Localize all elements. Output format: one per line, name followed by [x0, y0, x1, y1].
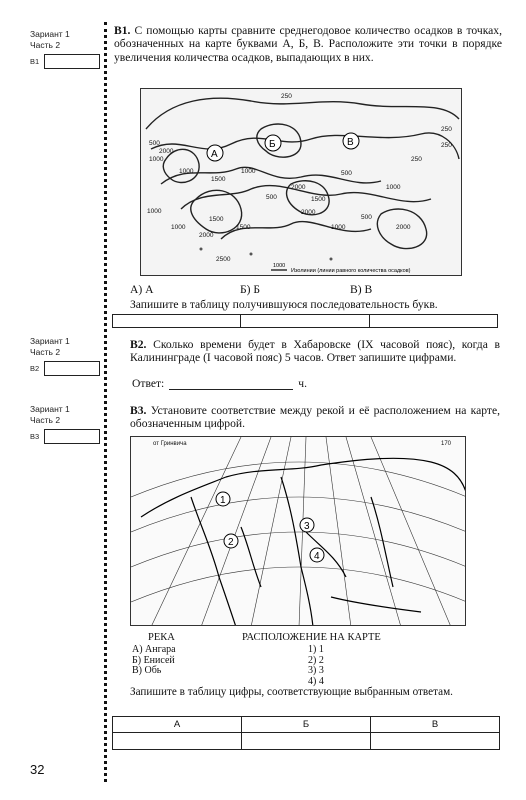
- map-top-number: 170: [441, 441, 452, 447]
- isoline-value: 1000: [147, 208, 162, 215]
- b3-instruction: Запишите в таблицу цифры, соответствующие выбранным ответам.: [130, 686, 453, 698]
- point-label-a: А: [211, 149, 218, 160]
- answer-cell[interactable]: [113, 315, 241, 327]
- point-label-b: Б: [269, 139, 276, 150]
- legend-value: 1000: [273, 263, 286, 269]
- table-header: В: [371, 717, 500, 733]
- b1-instruction: Запишите в таблицу получившуюся последовательность букв.: [130, 298, 438, 311]
- point-label-v: В: [347, 137, 354, 148]
- place-item: 2) 2: [308, 654, 324, 666]
- place-item: 3) 3: [308, 665, 324, 676]
- isoline-value: 250: [411, 156, 422, 163]
- isoline-value: 1500: [209, 216, 224, 223]
- map-top-label: от Гринвича: [153, 441, 187, 447]
- place-list: [308, 645, 324, 687]
- answer-cell[interactable]: [242, 733, 371, 750]
- task-b2-text: [130, 338, 500, 365]
- isoline-value: 1000: [241, 168, 256, 175]
- table-header: А: [113, 717, 242, 733]
- answer-box-b2[interactable]: [44, 361, 100, 376]
- b2-answer-line: [132, 377, 307, 390]
- side-block-b1: [30, 29, 100, 69]
- isoline-value: 1000: [149, 156, 164, 163]
- variant-label: Зариант 1: [30, 336, 70, 346]
- isoline-value: 250: [441, 142, 452, 149]
- isoline-value: 250: [281, 93, 292, 100]
- answer-code: В3: [30, 432, 40, 441]
- map-number-1: 1: [220, 495, 226, 506]
- isoline-value: 500: [266, 194, 277, 201]
- isoline-value: 1000: [179, 168, 194, 175]
- river-item: А) Ангара: [132, 644, 176, 655]
- answer-blank[interactable]: [169, 379, 293, 390]
- answer-code: В1: [30, 57, 40, 66]
- answer-label: Ответ:: [132, 377, 165, 390]
- variant-label: Зариант 1: [30, 29, 70, 39]
- isoline-value: 500: [361, 214, 372, 221]
- answer-cell[interactable]: [113, 733, 242, 750]
- isoline-value: 2000: [291, 184, 306, 191]
- perforation-line: [104, 22, 107, 782]
- place-item: 4) 4: [308, 675, 324, 687]
- task-body: Сколько времени будет в Хабаровске (IX часовой пояс), когда в Калининграде (I часовой пояс) 5 часов. Ответ запишите цифрами.: [130, 338, 500, 365]
- answer-cell[interactable]: [371, 733, 500, 750]
- answer-cell[interactable]: [241, 315, 369, 327]
- margin-column: [0, 0, 108, 800]
- isoline-value: 1000: [171, 224, 186, 231]
- isoline-value: 1500: [236, 224, 251, 231]
- river-list: [132, 645, 176, 677]
- isoline-value: 2500: [216, 256, 231, 263]
- rivers-map: [130, 436, 466, 626]
- isoline-value: 500: [341, 170, 352, 177]
- task-b3-text: [130, 404, 500, 431]
- isoline-value: 1000: [331, 224, 346, 231]
- choice-item: Б) Б: [240, 283, 261, 296]
- map-number-3: 3: [304, 521, 310, 532]
- isoline-value: 2000: [301, 209, 316, 216]
- choice-item: А) А: [130, 283, 154, 296]
- answer-unit: ч.: [298, 377, 308, 390]
- isoline-value: 500: [149, 140, 160, 147]
- isoline-value: 250: [441, 126, 452, 133]
- river-item: Б) Енисей: [132, 654, 175, 666]
- task-body: Установите соответствие между рекой и её расположением на карте, обозначенным цифрой.: [130, 404, 500, 431]
- part-label: Часть 2: [30, 347, 61, 357]
- answer-box-b3[interactable]: [44, 429, 100, 444]
- choice-item: В) В: [350, 283, 373, 296]
- isoline-value: 2000: [159, 148, 174, 155]
- task-body: С помощью карты сравните среднегодовое количество осадков в точках, обозначенных на карте буквами А, Б, В. Расположите эти точки в порядке увеличения количества осадков, выпадающих в них.: [114, 24, 502, 64]
- isoline-value: 2000: [199, 232, 214, 239]
- task-b1-text: [114, 24, 502, 64]
- column-head-river: РЕКА: [148, 632, 175, 643]
- isoline-value: 2000: [396, 224, 411, 231]
- part-label: Часть 2: [30, 415, 61, 425]
- map-number-4: 4: [314, 551, 320, 562]
- isoline-value: 1500: [211, 176, 226, 183]
- table-header: Б: [242, 717, 371, 733]
- part-label: Часть 2: [30, 40, 61, 50]
- variant-label: Зариант 1: [30, 404, 70, 414]
- isoline-value: 1500: [311, 196, 326, 203]
- answer-code: В2: [30, 364, 40, 373]
- place-item: 1) 1: [308, 644, 324, 655]
- task-code: В1.: [114, 24, 131, 37]
- side-block-b3: [30, 404, 100, 444]
- side-block-b2: [30, 336, 100, 376]
- b1-answer-table: [112, 314, 498, 328]
- b3-answer-table: [112, 716, 500, 750]
- map-number-2: 2: [228, 537, 234, 548]
- precipitation-map: [140, 88, 462, 276]
- river-item: В) Обь: [132, 665, 162, 676]
- b1-choices: [130, 283, 460, 296]
- map-legend: Изолинии (линии равного количества осадков): [291, 268, 411, 274]
- answer-cell[interactable]: [370, 315, 497, 327]
- page-number: 32: [30, 762, 45, 777]
- task-code: В2.: [130, 338, 147, 351]
- isoline-value: 1000: [386, 184, 401, 191]
- answer-box-b1[interactable]: [44, 54, 100, 69]
- task-code: В3.: [130, 404, 147, 417]
- column-head-location: РАСПОЛОЖЕНИЕ НА КАРТЕ: [242, 632, 381, 643]
